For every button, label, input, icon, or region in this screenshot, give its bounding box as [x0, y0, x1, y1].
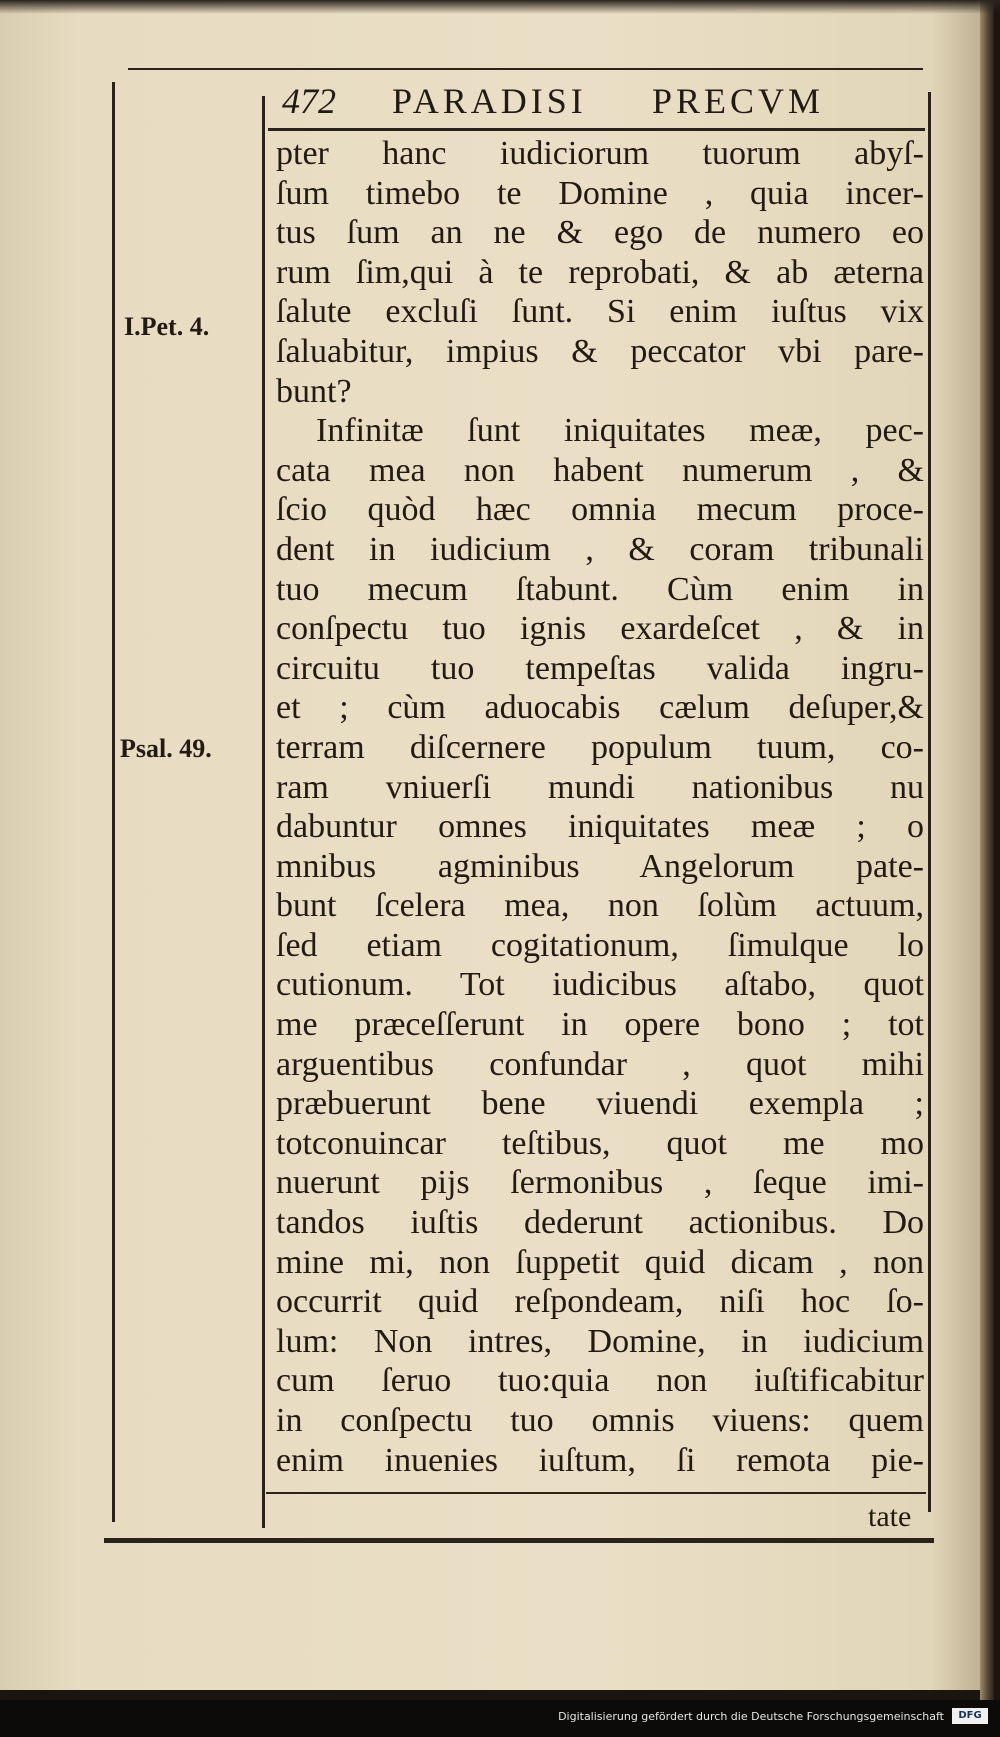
text-line: terram diſcernere populum tuum, co-: [276, 728, 924, 766]
text-line: pter hanc iudiciorum tuorum abyſ-: [276, 135, 924, 172]
page-number: 472: [282, 81, 336, 121]
text-rule-bottom: [266, 1492, 926, 1494]
text-line: ſum timebo te Domine , quia incer-: [276, 174, 924, 212]
text-line: nuerunt pijs ſermonibus , ſeque imi-: [276, 1164, 924, 1202]
head-rule-bottom: [268, 128, 925, 131]
margin-note-psal: Psal. 49.: [120, 734, 212, 763]
page-bottom-rule: [104, 1538, 934, 1543]
text-line: totconuincar teſtibus, quot me mo: [276, 1124, 924, 1162]
catchword: tate: [868, 1500, 912, 1533]
text-line: præbuerunt bene viuendi exempla ;: [276, 1085, 924, 1123]
text-line: tuo mecum ſtabunt. Cùm enim in: [276, 570, 924, 608]
text-line: tus ſum an ne & ego de numero eo: [276, 214, 924, 252]
text-line: in conſpectu tuo omnis viuens: quem: [276, 1402, 924, 1439]
text-line: et ; cùm aduocabis cælum deſuper,&: [276, 689, 924, 727]
text-rule-left: [262, 96, 265, 1528]
running-head: [282, 72, 922, 122]
text-line: me præceſſerunt in opere bono ; tot: [276, 1006, 924, 1044]
text-line: mnibus agminibus Angelorum pate-: [276, 847, 924, 885]
text-line: lum: Non intres, Domine, in iudicium: [276, 1322, 924, 1360]
text-line: ram vniuerſi mundi nationibus nu: [276, 768, 924, 806]
text-line: cum ſeruo tuo:quia non iuſtificabitur: [276, 1362, 924, 1400]
dfg-logo: DFG: [952, 1708, 988, 1724]
text-line: tandos iuſtis dederunt actionibus. Do: [276, 1204, 924, 1242]
text-line: bunt ſcelera mea, non ſolùm actuum,: [276, 887, 924, 925]
text-line: ſed etiam cogitationum, ſimulque lo: [276, 926, 924, 964]
text-line: mine mi, non ſuppetit quid dicam , non: [276, 1243, 924, 1281]
footer-credit: Digitalisierung gefördert durch die Deutsche Forschungsgemeinschaft: [558, 1710, 944, 1723]
text-line: bunt?: [276, 372, 352, 410]
margin-rule-left: [112, 82, 115, 1522]
page-edge: [980, 0, 994, 1700]
body-text: [276, 134, 924, 1480]
text-line: enim inuenies iuſtum, ſi remota pie-: [276, 1441, 924, 1479]
margin-note-pet: I.Pet. 4.: [124, 312, 210, 341]
text-line: dabuntur omnes iniquitates meæ ; o: [276, 808, 924, 846]
text-line: ſalute excluſi ſunt. Si enim iuſtus vix: [276, 293, 924, 331]
running-title-part1: PARADISI: [392, 81, 587, 121]
text-line: cutionum. Tot iudicibus aſtabo, quot: [276, 966, 924, 1004]
text-line: conſpectu tuo ignis exardeſcet , & in: [276, 610, 924, 648]
scan-footer: [0, 1700, 1000, 1737]
text-line: arguentibus confundar , quot mihi: [276, 1045, 924, 1083]
running-title-part2: PRECVM: [652, 81, 825, 121]
text-line: dent in iudicium , & coram tribunali: [276, 530, 924, 568]
text-line: ſcio quòd hæc omnia mecum proce-: [276, 491, 924, 529]
text-rule-right: [928, 92, 931, 1512]
text-line: cata mea non habent numerum , &: [276, 451, 924, 489]
text-line: rum ſim,qui à te reprobati, & ab æterna: [276, 253, 924, 291]
text-line: occurrit quid reſpondeam, niſi hoc ſo-: [276, 1283, 924, 1321]
text-line: circuitu tuo tempeſtas valida ingru-: [276, 649, 924, 687]
text-line: Infinitæ ſunt iniquitates meæ, pec-: [316, 412, 924, 450]
head-rule-top: [128, 68, 923, 70]
text-line: ſaluabitur, impius & peccator vbi pare-: [276, 332, 924, 370]
scan-top-shadow: [0, 0, 1000, 14]
